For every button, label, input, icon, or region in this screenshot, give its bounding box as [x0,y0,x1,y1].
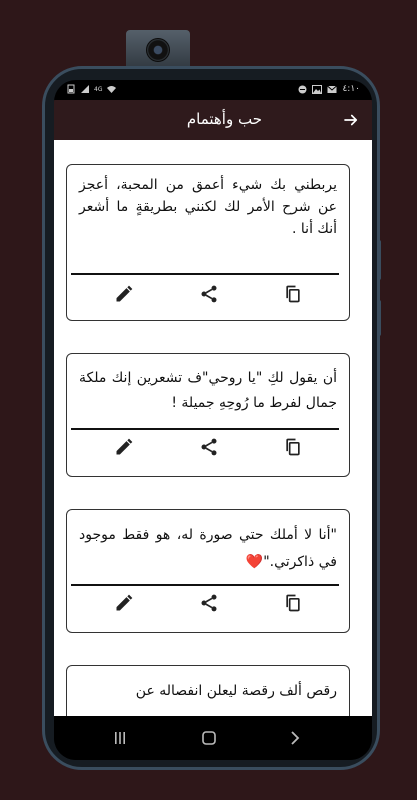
volume-button [377,240,381,280]
arrow-right-icon[interactable] [342,111,360,129]
card-divider [71,584,339,586]
card-divider [71,273,339,275]
app-bar [54,100,372,140]
back-chevron-icon[interactable] [285,728,305,748]
power-button [377,300,381,336]
quote-text: يربطني بك شيء أعمق من المحبة، أعجز عن شرح الأمر لك لكنني بطريقةٍ ما أشعر أنك أنا . [79,177,337,237]
network-type: 4G [94,85,103,93]
card-divider [71,428,339,430]
share-icon[interactable] [199,593,219,613]
share-icon[interactable] [199,284,219,304]
card-actions [67,593,349,617]
recent-apps-icon[interactable] [110,728,130,748]
notification-dot-icon [298,85,307,94]
screen [54,80,372,760]
card-actions [67,437,349,461]
battery-icon [66,84,76,94]
signal-icon [80,84,90,94]
edit-icon[interactable] [114,437,134,457]
quote-text: "أنا لا أملك حتي صورة له، هو فقط موجود في ذاكرتي."❤️ [79,527,337,570]
quote-card [66,665,350,716]
quote-card [66,509,350,633]
clock: ٤:١٠ [342,84,360,94]
quote-card [66,353,350,477]
quote-text: رقص ألف رقصة ليعلن انفصاله عن [135,683,337,699]
share-icon[interactable] [199,437,219,457]
system-nav-bar [54,716,372,760]
wifi-icon [106,84,117,94]
home-icon[interactable] [199,728,219,748]
copy-icon[interactable] [283,284,303,304]
quote-text: أن يقول لكِ "يا روحي"ف تشعرين إنك ملكة جمال لفرط ما رُوحِهِ جميلة ! [79,370,337,411]
camera-lens [146,38,170,62]
image-icon [312,85,322,94]
status-icons-left [66,84,117,94]
mail-icon [327,85,337,94]
edit-icon[interactable] [114,284,134,304]
copy-icon[interactable] [283,593,303,613]
quotes-list[interactable] [54,140,372,716]
card-actions [67,284,349,308]
edit-icon[interactable] [114,593,134,613]
status-icons-right [298,84,360,94]
quote-card [66,164,350,321]
status-bar [54,80,372,100]
page-title: حب وأهتمام [186,110,262,128]
copy-icon[interactable] [283,437,303,457]
